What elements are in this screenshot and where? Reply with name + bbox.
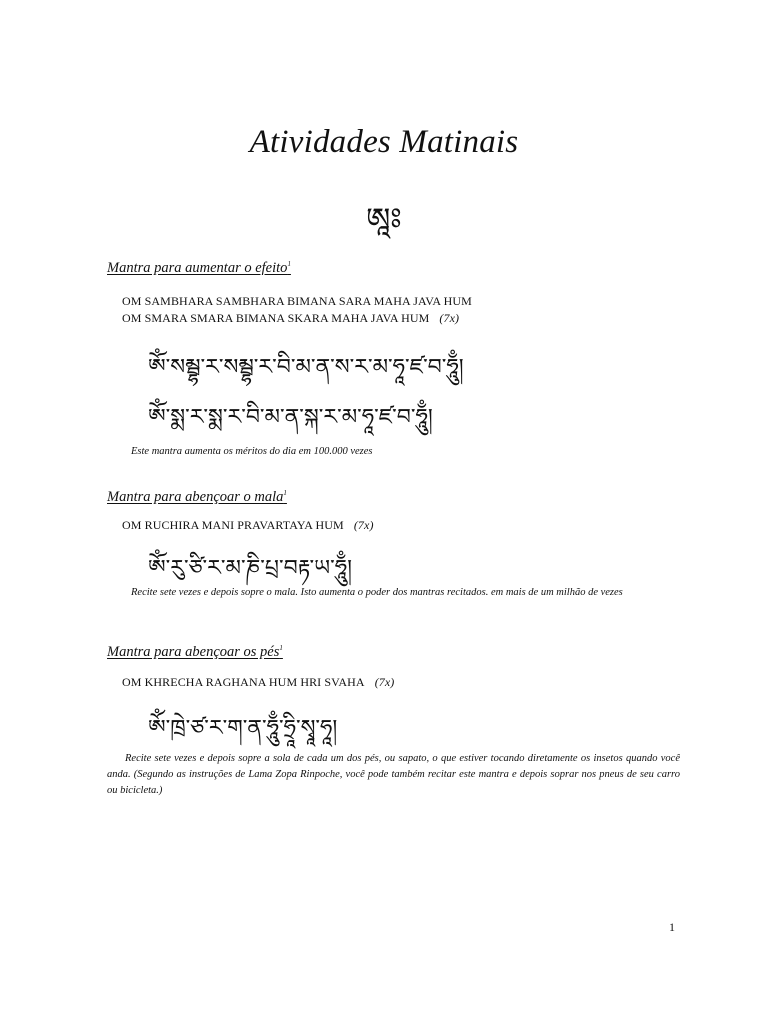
section-note: Recite sete vezes e depois sopre a sola de cada um dos pés, ou sapato, o que estiver tocando diretamente os insetos quando você anda. (Segundo as instruções de Lama Zopa Rinpoche, você pode também recitar este mantra e depois soprar nos pneus de seu carro ou bicicleta.)	[107, 753, 680, 796]
tibetan-mantra-line: ཨོཾ་ཁྲེ་ཙ་ར་ག་ན་ཧཱུྃ་ཧྲཱི་སྭཱ་ཧཱ།	[148, 716, 338, 741]
repetition-count: (7x)	[353, 518, 374, 532]
mantra-text: OM SAMBHARA SAMBHARA BIMANA SARA MAHA JAVA HUM	[122, 294, 472, 308]
mantra-text: OM SMARA SMARA BIMANA SKARA MAHA JAVA HUM	[122, 311, 430, 325]
title-tibetan-syllable: ཨཱཿ	[366, 202, 402, 237]
mantra-text: OM RUCHIRA MANI PRAVARTAYA HUM	[122, 518, 344, 532]
mantra-line	[122, 518, 374, 533]
section-heading-text: Mantra para abençoar os pés	[107, 644, 280, 660]
repetition-count: (7x)	[439, 311, 460, 325]
mantra-text: OM KHRECHA RAGHANA HUM HRI SVAHA	[122, 675, 365, 689]
section-heading-pes	[107, 644, 283, 661]
page-title: Atividades Matinais	[249, 124, 519, 160]
section-heading-text: Mantra para aumentar o efeito	[107, 260, 288, 276]
section-note: Este mantra aumenta os méritos do dia em 100.000 vezes	[131, 446, 373, 457]
tibetan-mantra-line: ཨོཾ་སམྦྷ་ར་སམྦྷ་ར་བི་མ་ན་ས་ར་མ་ཧཱ་ཛ་བ་ཧཱུྃ།	[148, 355, 464, 380]
section-heading-mala	[107, 489, 287, 506]
footnote-marker: 1	[283, 489, 287, 498]
tibetan-mantra-line: ཨོཾ་སྨ་ར་སྨ་ར་བི་མ་ན་སྐ་ར་མ་ཧཱ་ཛ་བ་ཧཱུྃ།	[148, 405, 433, 430]
mantra-line	[122, 311, 459, 326]
footnote-marker: 1	[287, 260, 291, 269]
page-number: 1	[669, 920, 675, 934]
repetition-count: (7x)	[374, 675, 395, 689]
section-note: Recite sete vezes e depois sopre o mala. Isto aumenta o poder dos mantras recitados. em mais de um milhão de vezes	[131, 587, 623, 598]
section-heading-text: Mantra para abençoar o mala	[107, 489, 284, 505]
mantra-line	[122, 294, 472, 309]
tibetan-mantra-line: ཨོཾ་རུ་ཙི་ར་མ་ཎི་པྲ་བརྟ་ཡ་ཧཱུྃ།	[148, 556, 352, 581]
footnote-marker: 1	[279, 644, 283, 653]
section-heading-efeito	[107, 260, 291, 277]
mantra-line	[122, 675, 394, 690]
